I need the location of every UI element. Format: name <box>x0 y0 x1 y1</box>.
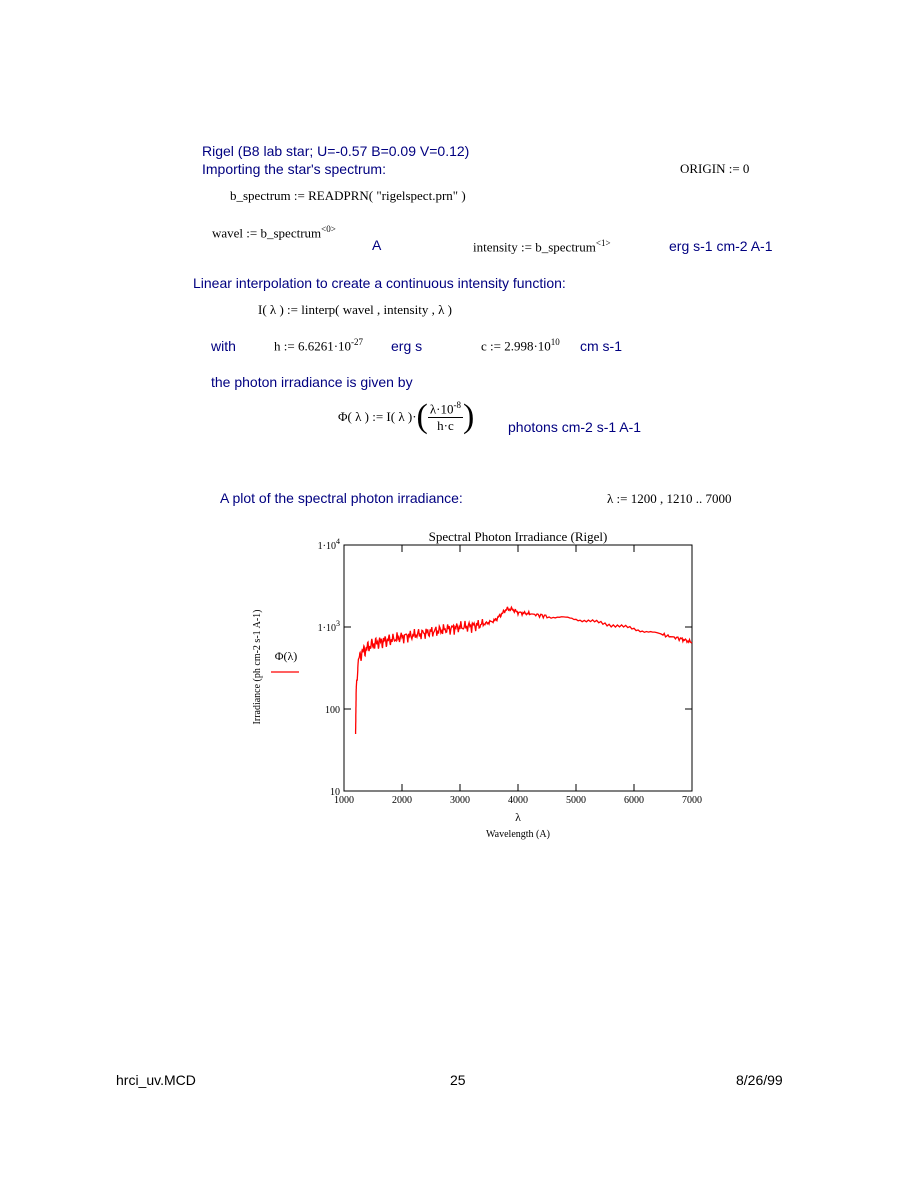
footer-date: 8/26/99 <box>736 1072 783 1088</box>
y-tick-label: $1\cdot 10^4$ <box>317 537 340 552</box>
x-axis-label: Wavelength (A) <box>486 829 550 840</box>
y-tick-label: 10 <box>330 787 340 798</box>
chart-title: Spectral Photon Irradiance (Rigel) <box>428 529 608 544</box>
y-tick-label: $1\cdot 10^3$ <box>317 619 340 634</box>
range-definition: λ := 1200 , 1210 .. 7000 <box>607 491 732 506</box>
footer-filename: hrci_uv.MCD <box>116 1072 196 1088</box>
x-tick-label: 1000 <box>334 795 354 806</box>
footer-page-number: 25 <box>450 1072 466 1088</box>
irradiance-chart <box>240 520 710 850</box>
origin-definition: ORIGIN := 0 <box>680 161 750 176</box>
wavel-unit: A <box>372 237 382 253</box>
c-definition: c := $2.998\cdot 10^{10}$ <box>481 337 560 354</box>
x-tick-label: 2000 <box>392 795 412 806</box>
interp-formula: I( λ ) := linterp( wavel , intensity , λ ) <box>258 302 452 317</box>
h-unit: erg s <box>391 338 423 354</box>
c-unit: cm s-1 <box>580 338 622 354</box>
y-tick-label: 100 <box>325 705 340 716</box>
wavel-definition: wavel := b_spectrum$^{<0>}$ <box>212 224 336 241</box>
plot-frame <box>344 545 692 791</box>
import-heading: Importing the star's spectrum: <box>202 161 386 177</box>
x-tick-label: 4000 <box>508 795 528 806</box>
star-description: Rigel (B8 lab star; U=-0.57 B=0.09 V=0.12) <box>202 143 470 159</box>
with-label: with <box>211 338 236 354</box>
y-axis-label: Irradiance (ph cm-2 s-1 A-1) <box>252 609 263 725</box>
irradiance-series-line <box>356 607 692 734</box>
x-tick-label: 6000 <box>624 795 644 806</box>
irradiance-formula: Φ( λ ) := I( λ )·( $\frac{\lambda\cdot 10^{-8}}{h\cdot c}$ ) <box>338 398 475 436</box>
bspectrum-definition: b_spectrum := READPRN( "rigelspect.prn" ) <box>230 188 466 203</box>
x-tick-label: 3000 <box>450 795 470 806</box>
x-tick-label: 5000 <box>566 795 586 806</box>
intensity-unit: erg s-1 cm-2 A-1 <box>669 238 773 254</box>
plot-heading: A plot of the spectral photon irradiance: <box>220 490 463 506</box>
irradiance-unit: photons cm-2 s-1 A-1 <box>508 419 642 435</box>
x-variable-label: λ <box>515 810 521 824</box>
interp-heading: Linear interpolation to create a continuous intensity function: <box>193 275 566 291</box>
h-definition: h := $6.6261\cdot 10^{-27}$ <box>274 337 364 354</box>
legend-series-label: Φ(λ) <box>274 649 298 663</box>
x-tick-label: 7000 <box>682 795 702 806</box>
irradiance-heading: the photon irradiance is given by <box>211 374 413 390</box>
intensity-definition: intensity := b_spectrum$^{<1>}$ <box>473 238 611 255</box>
